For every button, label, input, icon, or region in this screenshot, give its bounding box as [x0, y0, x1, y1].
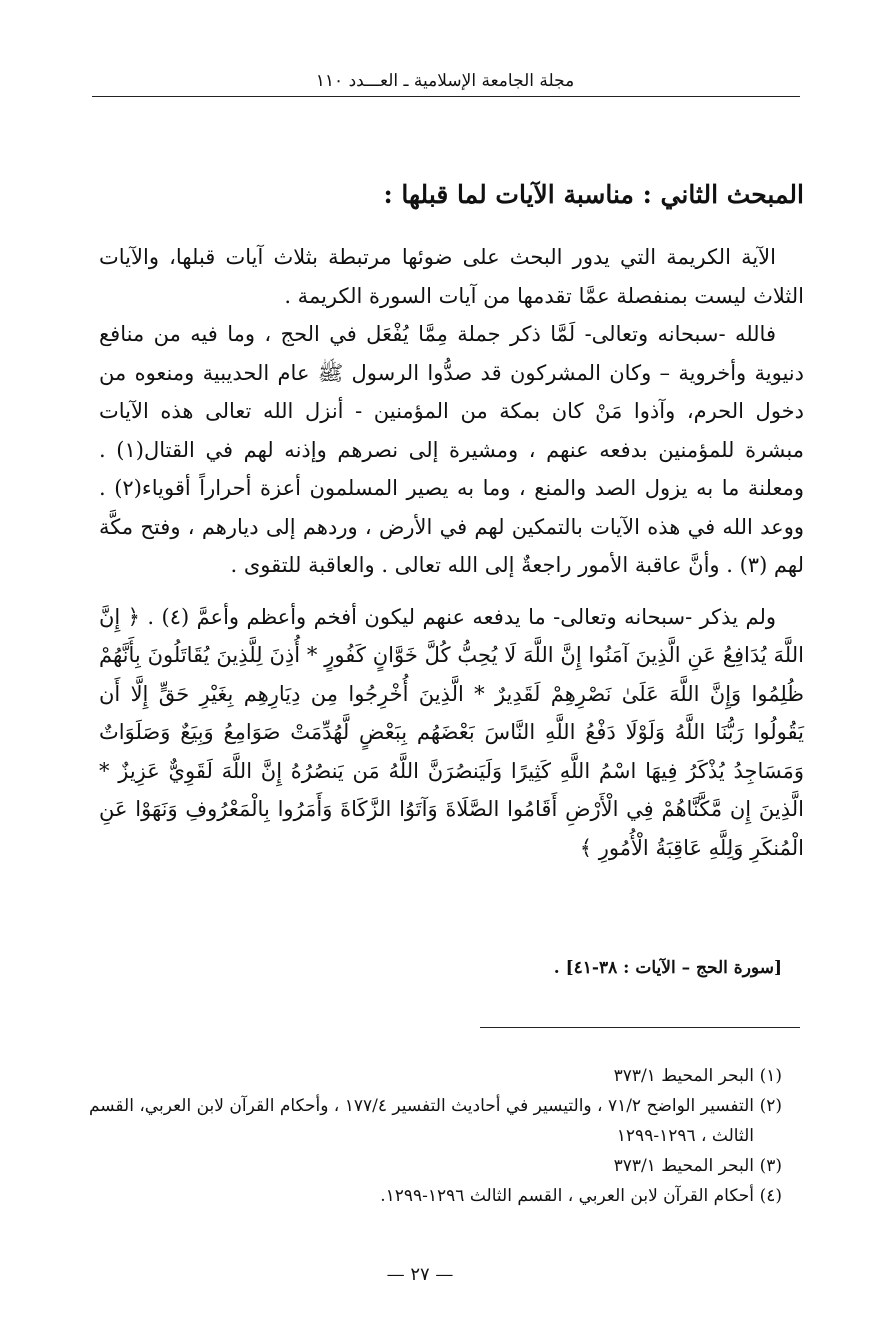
footnote-1 — [82, 1061, 782, 1091]
paragraph-intro: الآية الكريمة التي يدور البحث على ضوئها مرتبطة بثلاث آيات قبلها، والآيات الثلاث ليست بمنفصلة عمَّا تقدمها من آيات السورة الكريمة . — [99, 245, 804, 308]
footnote-number: (٣) — [759, 1156, 782, 1176]
page-number: — ٢٧ — — [386, 1264, 454, 1285]
body-text — [99, 238, 804, 867]
section-heading: المبحث الثاني : مناسبة الآيات لما قبلها : — [383, 180, 804, 209]
footnote-4 — [82, 1181, 782, 1211]
footnote-text: التفسير الواضح ٧١/٢ ، والتيسير في أحاديث التفسير ١٧٧/٤ ، وأحكام القرآن لابن العربي، القسم الثالث ، ١٢٩٦-١٢٩٩ — [88, 1096, 754, 1146]
footnote-3 — [82, 1151, 782, 1181]
header-rule — [92, 96, 800, 97]
footnote-text: البحر المحيط ٣٧٣/١ — [613, 1066, 754, 1086]
verse-citation: [سورة الحج – الآيات : ٣٨-٤١] . — [553, 958, 782, 978]
footnote-number: (٢) — [759, 1096, 782, 1116]
footnote-number: (١) — [759, 1066, 782, 1086]
footnote-text: البحر المحيط ٣٧٣/١ — [613, 1156, 754, 1176]
paragraph-verses: ولم يذكر -سبحانه وتعالى- ما يدفعه عنهم ليكون أفخم وأعظم وأعمَّ (٤) . ﴿ إِنَّ اللَّهَ يُدَافِعُ عَنِ الَّذِينَ آمَنُوا إِنَّ اللَّهَ لَا يُحِبُّ كُلَّ خَوَّانٍ كَفُورٍ * أُذِنَ لِلَّذِينَ يُقَاتَلُونَ بِأَنَّهُمْ ظُلِمُوا وَإِنَّ اللَّهَ عَلَىٰ نَصْرِهِمْ لَقَدِيرٌ * الَّذِينَ أُخْرِجُوا مِن دِيَارِهِم بِغَيْرِ حَقٍّ إِلَّا أَن يَقُولُوا رَبُّنَا اللَّهُ وَلَوْلَا دَفْعُ اللَّهِ النَّاسَ بَعْضَهُم بِبَعْضٍ لَّهُدِّمَتْ صَوَامِعُ وَبِيَعٌ وَصَلَوَاتٌ وَمَسَاجِدُ يُذْكَرُ فِيهَا اسْمُ اللَّهِ كَثِيرًا وَلَيَنصُرَنَّ اللَّهُ مَن يَنصُرُهُ إِنَّ اللَّهَ لَقَوِيٌّ عَزِيزٌ * الَّذِينَ إِن مَّكَّنَّاهُمْ فِي الْأَرْضِ أَقَامُوا الصَّلَاةَ وَآتَوُا الزَّكَاةَ وَأَمَرُوا بِالْمَعْرُوفِ وَنَهَوْا عَنِ الْمُنكَرِ وَلِلَّهِ عَاقِبَةُ الْأُمُورِ ﴾ — [99, 604, 804, 860]
footnote-text: أحكام القرآن لابن العربي ، القسم الثالث ١٢٩٦-١٢٩٩. — [380, 1186, 754, 1206]
footnotes — [82, 1061, 782, 1211]
footnote-rule — [480, 1027, 800, 1028]
footnote-number: (٤) — [759, 1186, 782, 1206]
footnote-2 — [82, 1091, 782, 1151]
running-head: مجلة الجامعة الإسلامية ـ العـــدد ١١٠ — [315, 71, 575, 91]
paragraph-context: فالله -سبحانه وتعالى- لَمَّا ذكر جملة مِمَّا يُفْعَل في الحج ، وما فيه من منافع دنيوية وأخروية – وكان المشركون قد صدُّوا الرسول ﷺ عام الحديبية ومنعوه من دخول الحرم، وآذوا مَنْ كان بمكة من المؤمنين - أنزل الله تعالى هذه الآيات مبشرة للمؤمنين بدفعه عنهم ، ومشيرة إلى نصرهم وإذنه لهم في القتال(١) . ومعلنة ما به يزول الصد والمنع ، وما به يصير المسلمون أعزة أحراراً أقوياء(٢) . ووعد الله في هذه الآيات بالتمكين لهم في الأرض ، وردهم إلى ديارهم ، وفتح مكَّة لهم (٣) . وأنَّ عاقبة الأمور راجعةٌ إلى الله تعالى . والعاقبة للتقوى . — [99, 322, 804, 577]
